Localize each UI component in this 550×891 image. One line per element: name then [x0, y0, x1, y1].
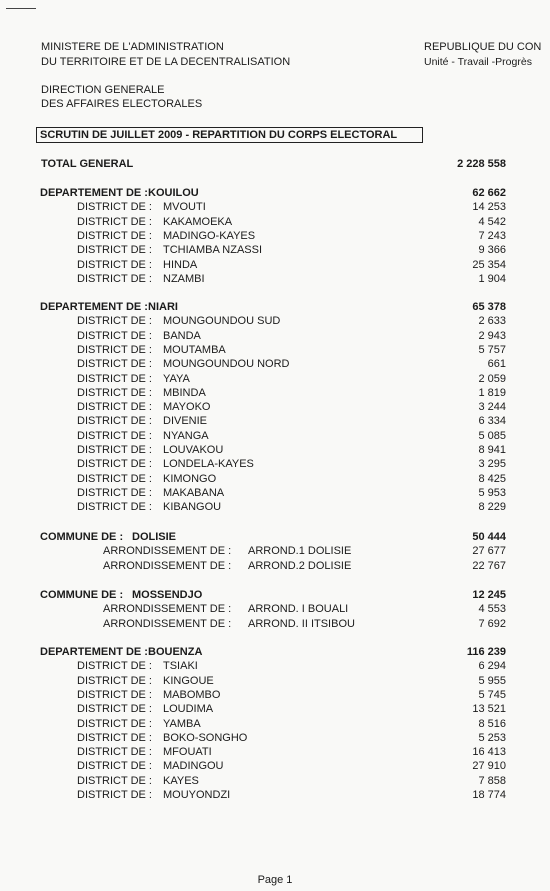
table-row [0, 602, 550, 616]
row-name: YAMBA [163, 717, 201, 730]
table-row [0, 272, 550, 286]
total-general-value: 2 228 558 [457, 158, 506, 170]
row-value: 5 955 [478, 674, 506, 687]
table-row [0, 229, 550, 243]
row-label: DISTRICT DE : [77, 215, 152, 228]
row-label: DISTRICT DE : [77, 229, 152, 242]
row-name: KAKAMOEKA [163, 215, 233, 228]
section-name: DOLISIE [132, 531, 177, 543]
row-value: 5 745 [478, 688, 506, 701]
row-name: MOUTAMBA [163, 343, 226, 356]
section-total: 62 662 [472, 187, 506, 199]
ministry-line-2: DU TERRITOIRE ET DE LA DECENTRALISATION [41, 56, 291, 68]
row-value: 1 904 [478, 272, 506, 285]
row-value: 2 943 [478, 329, 506, 342]
section-name: BOUENZA [148, 646, 203, 658]
row-name: YAYA [163, 372, 190, 385]
row-name: LOUVAKOU [163, 444, 224, 456]
row-name: TSIAKI [163, 660, 198, 673]
row-name: ARROND.1 DOLISIE [248, 545, 352, 558]
row-value: 4 553 [478, 603, 506, 616]
row-name: BOKO-SONGHO [163, 731, 248, 744]
row-label: ARRONDISSEMENT DE : [103, 603, 232, 616]
row-label: DISTRICT DE : [77, 674, 152, 687]
table-row [0, 243, 550, 257]
row-name: NYANGA [163, 429, 209, 442]
table-row [0, 357, 550, 371]
row-label: DISTRICT DE : [77, 415, 152, 428]
row-value: 661 [487, 358, 506, 371]
row-value: 7 243 [478, 229, 506, 242]
row-name: KINGOUE [163, 674, 214, 687]
row-name: KIMONGO [163, 472, 217, 485]
row-name: KAYES [163, 774, 199, 787]
row-value: 5 253 [478, 731, 506, 744]
row-value: 25 354 [472, 258, 506, 271]
row-label: DISTRICT DE : [77, 501, 152, 514]
section-header [0, 530, 550, 544]
section-kind: COMMUNE DE : [40, 531, 124, 543]
row-label: DISTRICT DE : [77, 746, 152, 759]
row-name: MVOUTI [163, 201, 206, 214]
top-rule [6, 8, 36, 9]
table-row [0, 386, 550, 400]
row-value: 5 757 [478, 343, 506, 356]
row-value: 5 953 [478, 486, 506, 499]
table-row [0, 774, 550, 788]
row-label: DISTRICT DE : [77, 660, 152, 673]
row-name: BANDA [163, 329, 201, 342]
section-total: 116 239 [466, 646, 506, 658]
table-row [0, 443, 550, 457]
row-value: 9 366 [478, 244, 506, 257]
row-value: 8 229 [478, 501, 506, 514]
row-name: DIVENIE [163, 415, 208, 428]
table-row [0, 258, 550, 272]
table-row [0, 457, 550, 471]
table-row [0, 414, 550, 428]
page-number: Page 1 [257, 874, 293, 886]
row-value: 4 542 [478, 215, 506, 228]
row-label: DISTRICT DE : [77, 458, 152, 471]
section-total: 12 245 [472, 589, 506, 601]
direction-line-1: DIRECTION GENERALE [41, 84, 165, 96]
row-label: DISTRICT DE : [77, 486, 152, 499]
republic-name: REPUBLIQUE DU CON [424, 41, 542, 53]
section-kind: DEPARTEMENT DE : [40, 187, 148, 199]
row-label: DISTRICT DE : [77, 272, 152, 285]
row-label: DISTRICT DE : [77, 717, 152, 730]
table-row [0, 400, 550, 414]
table-row [0, 717, 550, 731]
row-label: DISTRICT DE : [77, 315, 152, 328]
row-value: 2 633 [478, 315, 506, 328]
row-label: ARRONDISSEMENT DE : [103, 559, 232, 572]
row-label: DISTRICT DE : [77, 760, 152, 773]
row-name: ARROND. I BOUALI [248, 603, 349, 616]
row-label: DISTRICT DE : [77, 703, 152, 716]
row-value: 7 858 [478, 774, 506, 787]
row-value: 1 819 [478, 386, 506, 399]
row-value: 2 059 [478, 372, 506, 385]
table-row [0, 329, 550, 343]
row-name: MOUYONDZI [163, 789, 231, 801]
row-value: 8 516 [478, 717, 506, 730]
total-general-row [0, 157, 550, 171]
row-label: DISTRICT DE : [77, 401, 152, 414]
table-row [0, 674, 550, 688]
row-label: DISTRICT DE : [77, 244, 152, 257]
table-row [0, 372, 550, 386]
row-name: MABOMBO [163, 688, 221, 701]
row-name: TCHIAMBA NZASSI [163, 244, 263, 257]
row-label: ARRONDISSEMENT DE : [103, 617, 232, 630]
table-row [0, 559, 550, 573]
row-value: 3 295 [478, 458, 506, 471]
row-value: 8 425 [478, 472, 506, 485]
row-label: DISTRICT DE : [77, 789, 152, 801]
section-kind: DEPARTEMENT DE : [40, 646, 148, 658]
row-label: DISTRICT DE : [77, 386, 152, 399]
table-row [0, 688, 550, 702]
row-value: 3 244 [478, 401, 506, 414]
section-header [0, 186, 550, 200]
row-value: 14 253 [472, 201, 506, 214]
table-row [0, 472, 550, 486]
row-value: 22 767 [472, 559, 506, 572]
row-value: 8 941 [478, 444, 506, 456]
table-row [0, 314, 550, 328]
table-row [0, 745, 550, 759]
row-value: 6 334 [478, 415, 506, 428]
section-name: KOUILOU [148, 187, 199, 199]
row-name: LONDELA-KAYES [163, 458, 254, 471]
row-value: 6 294 [478, 660, 506, 673]
table-row [0, 544, 550, 558]
table-row [0, 486, 550, 500]
row-name: MAKABANA [163, 486, 225, 499]
row-value: 5 085 [478, 429, 506, 442]
table-row [0, 702, 550, 716]
section-header [0, 588, 550, 602]
row-name: ARROND. II ITSIBOU [248, 617, 355, 630]
row-name: NZAMBI [163, 272, 205, 285]
row-label: ARRONDISSEMENT DE : [103, 545, 232, 558]
row-name: HINDA [163, 258, 198, 271]
document-title: SCRUTIN DE JUILLET 2009 - REPARTITION DU CORPS ELECTORAL [36, 127, 423, 143]
section-name: MOSSENDJO [132, 589, 203, 601]
row-value: 16 413 [472, 746, 506, 759]
direction-line-2: DES AFFAIRES ELECTORALES [41, 98, 203, 110]
ministry-line-1: MINISTERE DE L'ADMINISTRATION [41, 41, 224, 53]
table-row [0, 429, 550, 443]
table-row [0, 500, 550, 514]
row-name: MFOUATI [163, 746, 212, 759]
row-name: MOUNGOUNDOU SUD [163, 315, 281, 328]
section-total: 65 378 [472, 301, 506, 313]
row-name: MADINGOU [163, 760, 224, 773]
row-label: DISTRICT DE : [77, 372, 152, 385]
section-kind: DEPARTEMENT DE : [40, 301, 148, 313]
table-row [0, 788, 550, 802]
row-label: DISTRICT DE : [77, 731, 152, 744]
total-general-label: TOTAL GENERAL [41, 158, 134, 170]
row-name: MBINDA [163, 386, 206, 399]
section-name: NIARI [148, 301, 178, 313]
table-row [0, 731, 550, 745]
section-header [0, 645, 550, 659]
row-value: 13 521 [472, 703, 506, 716]
section-total: 50 444 [472, 531, 506, 543]
row-name: KIBANGOU [163, 501, 222, 514]
table-row [0, 617, 550, 631]
row-label: DISTRICT DE : [77, 472, 152, 485]
table-row [0, 200, 550, 214]
row-label: DISTRICT DE : [77, 258, 152, 271]
row-label: DISTRICT DE : [77, 358, 152, 371]
row-name: ARROND.2 DOLISIE [248, 559, 352, 572]
table-row [0, 659, 550, 673]
table-row [0, 215, 550, 229]
row-label: DISTRICT DE : [77, 429, 152, 442]
row-name: LOUDIMA [163, 703, 214, 716]
section-kind: COMMUNE DE : [40, 589, 124, 601]
row-label: DISTRICT DE : [77, 688, 152, 701]
row-label: DISTRICT DE : [77, 444, 152, 456]
row-name: MAYOKO [163, 401, 211, 414]
row-value: 7 692 [478, 617, 506, 630]
row-value: 27 677 [472, 545, 506, 558]
row-name: MADINGO-KAYES [163, 229, 256, 242]
row-value: 27 910 [472, 760, 506, 773]
row-name: MOUNGOUNDOU NORD [163, 358, 290, 371]
table-row [0, 759, 550, 773]
row-label: DISTRICT DE : [77, 343, 152, 356]
row-label: DISTRICT DE : [77, 329, 152, 342]
row-value: 18 774 [472, 789, 506, 801]
republic-motto: Unité - Travail -Progrès [424, 56, 532, 68]
table-row [0, 343, 550, 357]
row-label: DISTRICT DE : [77, 774, 152, 787]
row-label: DISTRICT DE : [77, 201, 152, 214]
section-header [0, 300, 550, 314]
